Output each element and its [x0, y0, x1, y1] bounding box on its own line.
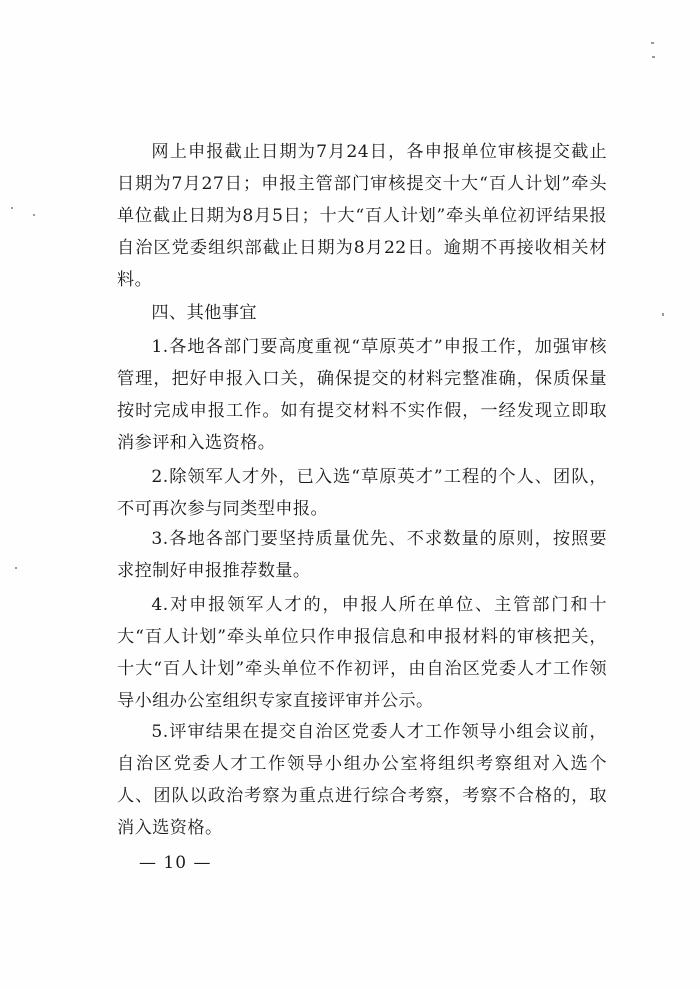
- scan-speck: [15, 567, 17, 569]
- page-number: — 10 —: [139, 853, 212, 873]
- item-4-paragraph: 4.对申报领军人才的，申报人所在单位、主管部门和十大“百人计划”牵头单位只作申报信息和申报材料的审核把关，十大“百人计划”牵头单位不作初评，由自治区党委人才工作领导小组办公室组织专家直接评审并公示。: [117, 595, 607, 711]
- section-heading: 四、其他事宜: [151, 303, 257, 323]
- item-5-paragraph: 5.评审结果在提交自治区党委人才工作领导小组会议前，自治区党委人才工作领导小组办公室将组织考察组对入选个人、团队以政治考察为重点进行综合考察，考察不合格的，取消入选资格。: [117, 722, 607, 838]
- item-1-paragraph: 1.各地各部门要高度重视“草原英才”申报工作，加强审核管理，把好申报入口关，确保提交的材料完整准确，保质保量按时完成申报工作。如有提交材料不实作假，一经发现立即取消参评和入选资格。: [117, 337, 607, 453]
- scan-speck: [662, 313, 664, 316]
- item-3-paragraph: 3.各地各部门要坚持质量优先、不求数量的原则，按照要求控制好申报推荐数量。: [117, 529, 607, 581]
- scan-speck: [652, 56, 655, 58]
- scan-speck: [33, 214, 35, 216]
- deadline-paragraph: 网上申报截止日期为7月24日，各申报单位审核提交截止日期为7月27日；申报主管部门审核提交十大“百人计划”牵头单位截止日期为8月5日；十大“百人计划”牵头单位初评结果报自治区党委组织部截止日期为8月22日。逾期不再接收相关材料。: [117, 142, 607, 290]
- scan-speck: [11, 207, 13, 209]
- item-2-paragraph: 2.除领军人才外，已入选“草原英才”工程的个人、团队，不可再次参与同类型申报。: [117, 467, 607, 519]
- scan-speck: [651, 42, 654, 44]
